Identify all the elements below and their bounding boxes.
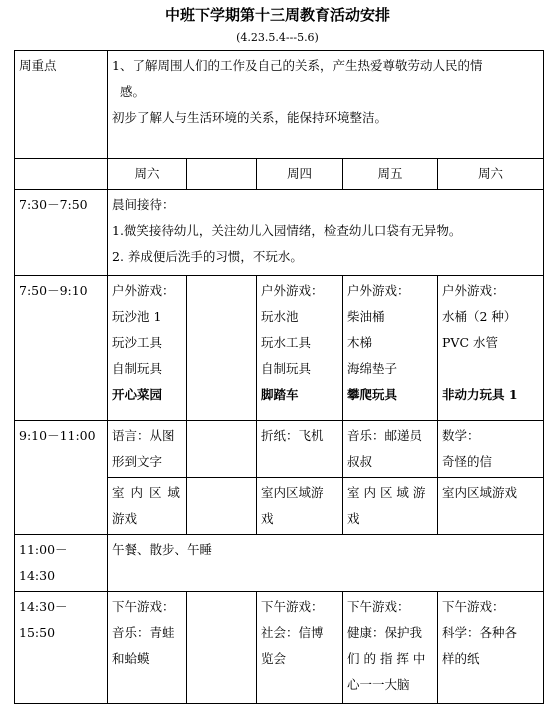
afternoon-line: 心一一大脑 (347, 677, 410, 692)
time-cell: 9:10－11:00 (15, 421, 108, 535)
afternoon-line: 样的纸 (442, 651, 480, 666)
focus-row (15, 51, 544, 159)
blank-cell (187, 592, 257, 704)
afternoon-line: 下午游戏： (442, 599, 505, 614)
time-cell: 7:50－9:10 (15, 276, 108, 421)
activity-line: 木梯 (347, 335, 373, 350)
lesson-col3 (343, 421, 438, 478)
time-cell: 11:00－14:30 (15, 535, 108, 592)
reception-line-2: 2. 养成便后洗手的习惯，不玩水。 (112, 249, 303, 264)
activity-line (442, 356, 539, 382)
afternoon-line: 下午游戏： (347, 599, 410, 614)
indoor-line: 戏 (261, 511, 274, 526)
activity-area: 攀爬玩具 (347, 387, 398, 402)
day-header-4: 周六 (438, 159, 544, 190)
activity-line: 海绵垫子 (347, 361, 398, 376)
activity-line: 户外游戏： (347, 283, 410, 298)
day-header-3: 周五 (343, 159, 438, 190)
activity-line: 户外游戏： (261, 283, 324, 298)
indoor-line: 室内区域游 (261, 485, 324, 500)
time-cell: 7:30－7:50 (15, 190, 108, 276)
lesson-col1 (108, 421, 187, 478)
day-header-blank (187, 159, 257, 190)
afternoon-line: 览会 (261, 651, 287, 666)
indoor-col3 (343, 478, 438, 535)
afternoon-line: 们 的 指 挥 中 (347, 651, 426, 666)
activity-area: 开心菜园 (112, 387, 163, 402)
outdoor-games-row (15, 276, 544, 421)
afternoon-line: 健康：保护我 (347, 625, 423, 640)
schedule-table (14, 50, 544, 704)
afternoon-line: 科学：各种各 (442, 625, 518, 640)
afternoon-line: 音乐：青蛙 (112, 625, 175, 640)
activity-area: 脚踏车 (261, 387, 299, 402)
time-cell: 14:30－15:50 (15, 592, 108, 704)
lesson-line: 音乐：邮递员 (347, 428, 423, 443)
activity-area: 非动力玩具 1 (442, 387, 518, 402)
activity-line: 自制玩具 (261, 361, 312, 376)
activity-line: 柴油桶 (347, 309, 385, 324)
outdoor-games-col3 (343, 276, 438, 421)
lesson-line: 折纸：飞机 (261, 428, 324, 443)
blank-cell (187, 478, 257, 535)
day-header-1: 周六 (108, 159, 187, 190)
activity-line: 户外游戏： (442, 283, 505, 298)
activity-line: PVC 水管 (442, 335, 498, 350)
lesson-col2 (257, 421, 343, 478)
afternoon-line: 社会：信博 (261, 625, 324, 640)
lunch-content: 午餐、散步、午睡 (108, 535, 544, 592)
focus-line-2: 感。 (120, 84, 146, 99)
activity-line: 玩沙工具 (112, 335, 163, 350)
lesson-line: 语言：从图 (112, 428, 175, 443)
outdoor-games-col1 (108, 276, 187, 421)
day-header-row (15, 159, 544, 190)
activity-line: 水桶（2 种） (442, 309, 517, 324)
lesson-col4 (438, 421, 544, 478)
indoor-col4 (438, 478, 544, 535)
afternoon-col4 (438, 592, 544, 704)
outdoor-games-col4 (438, 276, 544, 421)
morning-reception-row (15, 190, 544, 276)
indoor-line: 室内区域游戏 (442, 485, 518, 500)
day-header-2: 周四 (257, 159, 343, 190)
focus-label: 周重点 (15, 51, 108, 159)
afternoon-games-row (15, 592, 544, 704)
focus-content (108, 51, 544, 159)
afternoon-col2 (257, 592, 343, 704)
day-header-empty (15, 159, 108, 190)
reception-line-1: 1.微笑接待幼儿，关注幼儿入园情绪，检查幼儿口袋有无异物。 (112, 223, 462, 238)
afternoon-line: 和蛤蟆 (112, 651, 150, 666)
blank-cell (187, 276, 257, 421)
lesson-line: 叔叔 (347, 454, 373, 469)
indoor-line: 室 内 区 域 (112, 485, 181, 500)
indoor-line: 戏 (347, 511, 360, 526)
afternoon-col3 (343, 592, 438, 704)
afternoon-line: 下午游戏： (261, 599, 324, 614)
lesson-line: 数学： (442, 428, 480, 443)
indoor-line: 游戏 (112, 511, 138, 526)
date-range: (4.23.5.4---5.6) (236, 31, 319, 44)
activity-line: 玩沙池 1 (112, 309, 162, 324)
morning-reception-content (108, 190, 544, 276)
lesson-line: 形到文字 (112, 454, 163, 469)
activity-line: 户外游戏： (112, 283, 175, 298)
focus-line-1: 1、了解周围人们的工作及自己的关系，产生热爱尊敬劳动人民的情 (112, 58, 483, 73)
indoor-line: 室 内 区 域 游 (347, 485, 426, 500)
activity-line: 玩水工具 (261, 335, 312, 350)
focus-line-3: 初步了解人与生活环境的关系，能保持环境整洁。 (112, 110, 388, 125)
reception-title: 晨间接待： (112, 197, 175, 212)
lunch-row (15, 535, 544, 592)
outdoor-games-col2 (257, 276, 343, 421)
lesson-line: 奇怪的信 (442, 454, 493, 469)
afternoon-col1 (108, 592, 187, 704)
indoor-col1 (108, 478, 187, 535)
afternoon-line: 下午游戏： (112, 599, 175, 614)
lessons-row-top (15, 421, 544, 478)
blank-cell (187, 421, 257, 478)
activity-line: 玩水池 (261, 309, 299, 324)
indoor-col2 (257, 478, 343, 535)
activity-line: 自制玩具 (112, 361, 163, 376)
page-title: 中班下学期第十三周教育活动安排 (164, 6, 390, 24)
